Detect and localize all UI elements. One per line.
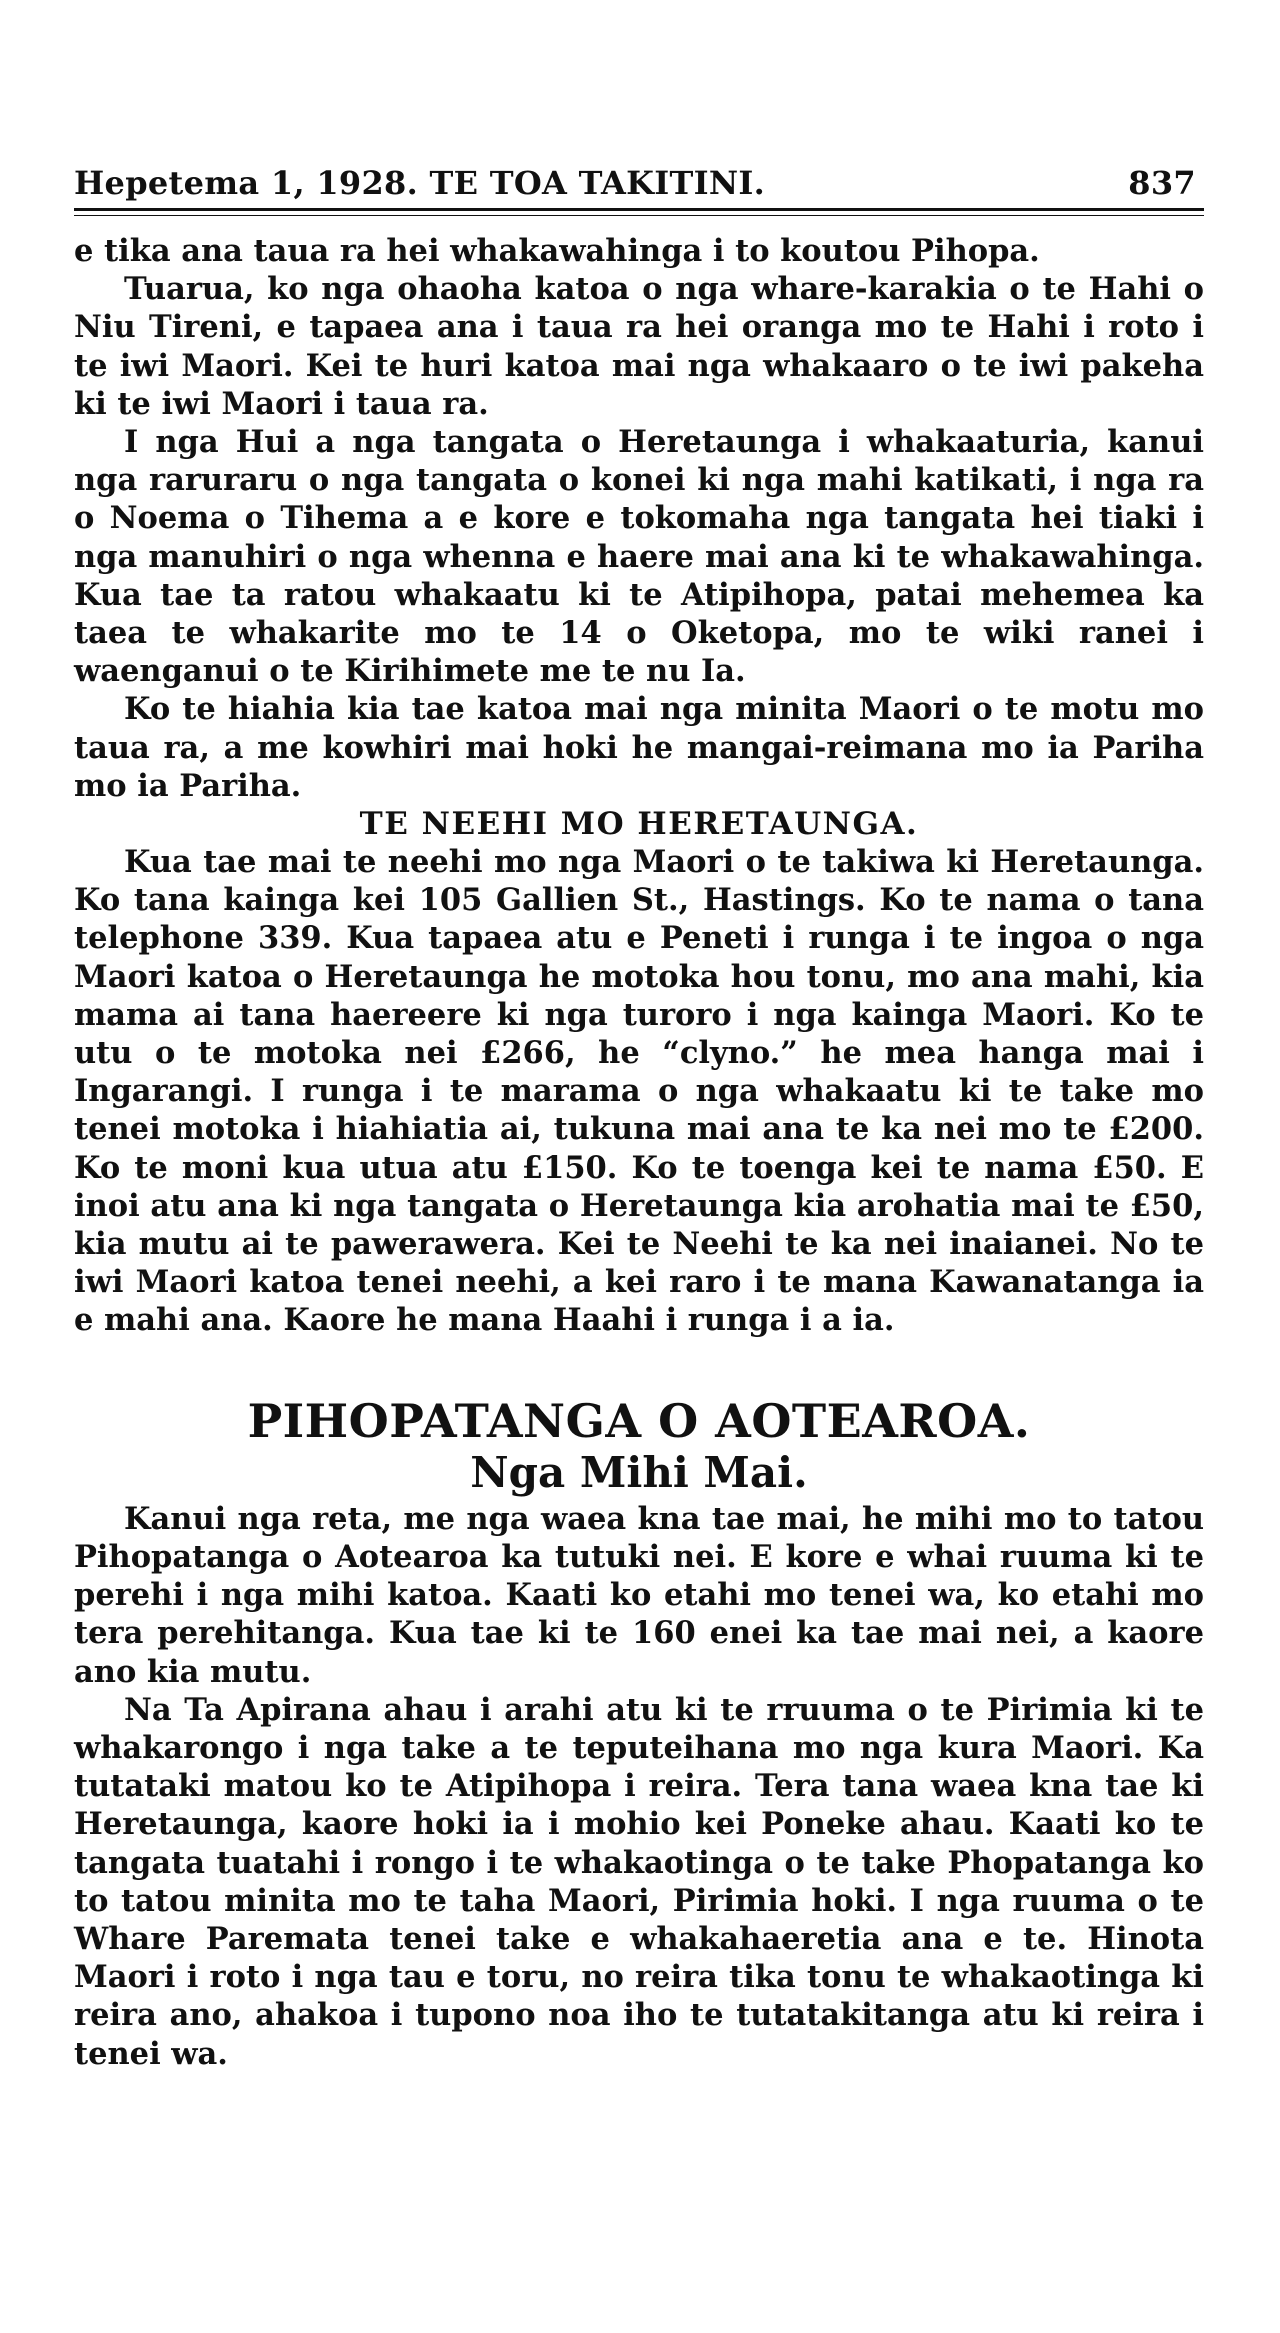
paragraph: I nga Hui a nga tangata o Heretaunga i whakaaturia, kanui nga raruraru o nga tangata o konei ki nga mahi katikati, i nga ra o Noema o Tihema a e kore e tokomaha nga tangata hei tiaki i nga manuhiri o nga whenna e haere mai ana ki te whakawahinga. Kua tae ta ratou whakaatu ki te Atipihopa, patai mehemea ka taea te whakarite mo te 14 o Oketopa, mo te wiki ranei i waenganui o te Kirihimete me te nu Ia. [74, 424, 1204, 690]
paragraph: Tuarua, ko nga ohaoha katoa o nga whare-karakia o te Hahi o Niu Tireni, e tapaea ana i taua ra hei oranga mo te Hahi i roto i te iwi Maori. Kei te huri katoa mai nga whakaaro o te iwi pakeha ki te iwi Maori i taua ra. [74, 271, 1204, 422]
paragraph: e tika ana taua ra hei whakawahinga i to koutou Pihopa. [74, 233, 1040, 269]
page-number: 837 [1128, 164, 1196, 202]
page [74, 150, 1204, 2073]
section-title-pihopatanga: PIHOPATANGA O AOTEAROA. [247, 1393, 1031, 1448]
section-subtitle: Nga Mihi Mai. [470, 1447, 808, 1497]
paragraph: Kua tae mai te neehi mo nga Maori o te takiwa ki Heretaunga. Ko tana kainga kei 105 Gallien St., Hastings. Ko te nama o tana telephone 339. Kua tapaea atu e Peneti i runga i te ingoa o nga Maori katoa o Heretaunga he motoka hou tonu, mo ana mahi, kia mama ai tana haereere ki nga turoro i nga kainga Maori. Ko te utu o te motoka nei £266, he “clyno.” he mea hanga mai i Ingarangi. I runga i te marama o nga whakaatu ki te take mo tenei motoka i hiahiatia ai, tukuna mai ana te ka nei mo te £200. Ko te moni kua utua atu £150. Ko te toenga kei te nama £50. E inoi atu ana ki nga tangata o Heretaunga kia arohatia mai te £50, kia mutu ai te pawerawera. Kei te Neehi te ka nei inaianei. No te iwi Maori katoa tenei neehi, a kei raro i te mana Kawanatanga ia e mahi ana. Kaore he mana Haahi i runga i a ia. [74, 844, 1204, 1339]
running-header [74, 150, 1204, 202]
header-rule [74, 208, 1204, 216]
paragraph: Kanui nga reta, me nga waea kna tae mai, he mihi mo to tatou Pihopatanga o Aotearoa ka tutuki nei. E kore e whai ruuma ki te perehi i nga mihi katoa. Kaati ko etahi mo tenei wa, ko etahi mo tera perehitanga. Kua tae ki te 160 enei ka tae mai nei, a kaore ano kia mutu. [74, 1500, 1204, 1690]
paragraph: Na Ta Apirana ahau i arahi atu ki te rruuma o te Pirimia ki te whakarongo i nga take a te teputeihana mo nga kura Maori. Ka tutataki matou ko te Atipihopa i reira. Tera tana waea kna tae ki Heretaunga, kaore hoki ia i mohio kei Poneke ahau. Kaati ko te tangata tuatahi i rongo i te whakaotinga o te take Phopatanga ko to tatou minita mo te taha Maori, Pirimia hoki. I nga ruuma o te Whare Paremata tenei take e whakahaeretia ana e te. Hinota Maori i roto i nga tau e toru, no reira tika tonu te whakaotinga ki reira ano, ahakoa i tupono noa iho te tutatakitanga atu ki reira i tenei wa. [74, 1691, 1204, 2072]
header-title: Hepetema 1, 1928. TE TOA TAKITINI. [74, 164, 766, 202]
paragraph: Ko te hiahia kia tae katoa mai nga minita Maori o te motu mo taua ra, a me kowhiri mai hoki he mangai-reimana mo ia Pariha mo ia Pariha. [74, 691, 1204, 804]
section-heading-neehi: TE NEEHI MO HERETAUNGA. [359, 806, 919, 843]
article-body [74, 232, 1204, 2073]
